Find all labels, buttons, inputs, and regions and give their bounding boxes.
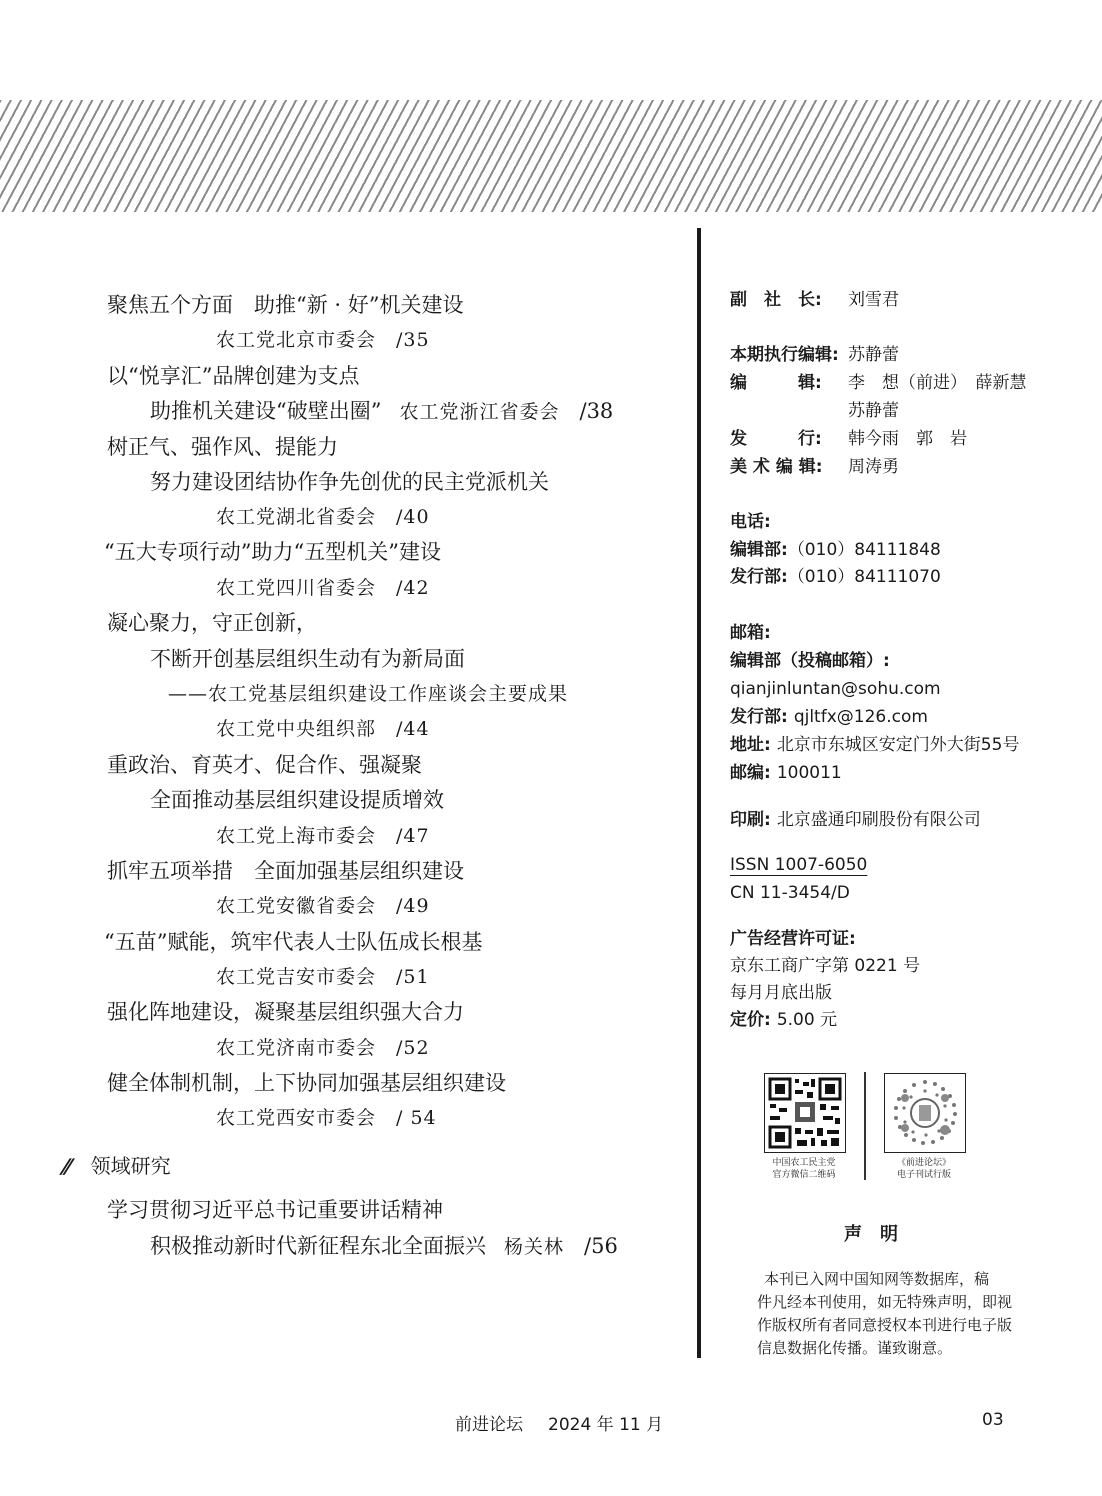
toc-author: 农工党中央组织部 /44: [216, 718, 430, 740]
toc-title[interactable]: 强化阵地建设，凝聚基层组织强大合力: [107, 1000, 464, 1024]
toc-title[interactable]: 凝心聚力，守正创新，: [107, 611, 317, 635]
toc-title[interactable]: 树正气、强作风、提能力: [107, 435, 338, 459]
toc-page: /49: [396, 895, 430, 917]
toc-title-cont[interactable]: 全面推动基层组织建设提质增效: [150, 788, 444, 812]
wechat-qr-icon[interactable]: [764, 1073, 846, 1153]
footer-page-number: 03: [982, 1410, 1004, 1430]
toc-title[interactable]: 以“悦享汇”品牌创建为支点: [107, 364, 360, 388]
ad-license-label: 广告经营许可证:: [730, 929, 856, 949]
toc-title[interactable]: 健全体制机制，上下协同加强基层组织建设: [107, 1071, 506, 1095]
distribution-mail[interactable]: 发行部: qjltfx@126.com: [730, 707, 928, 727]
printer-row: 印刷: 北京盛通印刷股份有限公司: [730, 810, 981, 830]
submission-mail-label: 编辑部（投稿邮箱）:: [730, 651, 890, 671]
mail-label: 邮箱:: [730, 623, 771, 643]
declaration-line: 作版权所有者同意授权本刊进行电子版: [757, 1316, 1013, 1334]
toc-title[interactable]: “五苗”赋能，筑牢代表人士队伍成长根基: [104, 930, 483, 954]
toc-author: 杨关林: [504, 1236, 565, 1258]
toc-page: /56: [584, 1234, 618, 1258]
toc-page: /40: [396, 506, 430, 528]
toc-page: /47: [396, 825, 430, 847]
footer-issue: 2024 年 11 月: [548, 1415, 664, 1435]
editorial-phone: 编辑部:（010）84111848: [730, 540, 941, 560]
toc-page: /52: [396, 1037, 430, 1059]
postcode-row: 邮编: 100011: [730, 763, 842, 783]
exec-editor-row: 本期执行编辑: 苏静蕾: [730, 345, 899, 365]
declaration-title: 声明: [844, 1224, 916, 1245]
toc-author: 农工党安徽省委会 /49: [216, 895, 430, 917]
toc-title[interactable]: “五大专项行动”助力“五型机关”建设: [104, 540, 441, 564]
schedule: 每月月底出版: [730, 983, 832, 1003]
cn-number: CN 11-3454/D: [730, 883, 850, 903]
toc-page: / 54: [396, 1107, 437, 1129]
toc-title-cont[interactable]: 不断开创基层组织生动有为新局面: [150, 647, 465, 671]
submission-mail[interactable]: qianjinluntan@sohu.com: [730, 679, 941, 699]
declaration-line: 信息数据化传播。谨致谢意。: [757, 1339, 953, 1357]
wechat-qr-caption: 中国农工民主党 官方微信二维码: [772, 1158, 836, 1180]
toc-author: 农工党浙江省委会: [399, 401, 560, 423]
ejournal-qr-caption: 《前进论坛》 电子刊试行版: [896, 1158, 951, 1180]
footer-journal: 前进论坛: [455, 1415, 523, 1435]
toc-title[interactable]: 重政治、育英才、促合作、强凝聚: [107, 753, 422, 777]
declaration-line: 本刊已入网中国知网等数据库，稿: [764, 1270, 990, 1288]
editors-row: 编 辑: 李 想（前进） 薛新慧: [730, 373, 1027, 393]
toc-author: 农工党济南市委会 /52: [216, 1037, 430, 1059]
vice-president-row: 副 社 长: 刘雪君: [730, 290, 899, 310]
section-title: 领域研究: [90, 1154, 171, 1178]
toc-title-cont[interactable]: 积极推动新时代新征程东北全面振兴 杨关林 /56: [150, 1234, 618, 1258]
toc-author: 农工党西安市委会 / 54: [216, 1107, 437, 1129]
declaration-line: 件凡经本刊使用，如无特殊声明，即视: [757, 1293, 1013, 1311]
toc-page: /42: [396, 577, 430, 599]
toc-author: 农工党上海市委会 /47: [216, 825, 430, 847]
toc-subtitle: ——农工党基层组织建设工作座谈会主要成果: [168, 683, 569, 705]
distribution-row: 发 行: 韩今雨 郭 岩: [730, 429, 967, 449]
column-divider: [697, 228, 701, 1358]
address-row: 地址: 北京市东城区安定门外大街55号: [730, 735, 1020, 755]
toc-title[interactable]: 抓牢五项举措 全面加强基层组织建设: [107, 859, 464, 883]
toc-page: /44: [396, 718, 430, 740]
ad-license: 京东工商广字第 0221 号: [730, 956, 921, 976]
toc-author: 农工党四川省委会 /42: [216, 577, 430, 599]
art-editor-row: 美 术 编 辑: 周涛勇: [730, 457, 899, 477]
toc-title-cont[interactable]: 努力建设团结协作争先创优的民主党派机关: [150, 470, 549, 494]
toc-title-cont[interactable]: 助推机关建设“破壁出圈” 农工党浙江省委会 /38: [150, 399, 614, 423]
issn: ISSN 1007-6050: [730, 855, 868, 875]
toc-page: /51: [396, 966, 430, 988]
toc-page: /38: [579, 399, 614, 423]
distribution-phone: 发行部:（010）84111070: [730, 567, 941, 587]
toc-page: /35: [396, 329, 430, 351]
editors-row-2: 苏静蕾: [848, 401, 899, 421]
toc-author: 农工党吉安市委会 /51: [216, 966, 430, 988]
price-row: 定价: 5.00 元: [730, 1010, 838, 1030]
toc-author: 农工党北京市委会 /35: [216, 329, 430, 351]
section-heading: [58, 1150, 171, 1180]
phone-label: 电话:: [730, 512, 771, 532]
toc-author: 农工党湖北省委会 /40: [216, 506, 430, 528]
section-slash-icon: //: [58, 1154, 73, 1178]
toc-title[interactable]: 学习贯彻习近平总书记重要讲话精神: [107, 1198, 443, 1222]
ejournal-qr-icon[interactable]: [884, 1073, 966, 1153]
toc-title[interactable]: 聚焦五个方面 助推“新 · 好”机关建设: [107, 293, 464, 317]
